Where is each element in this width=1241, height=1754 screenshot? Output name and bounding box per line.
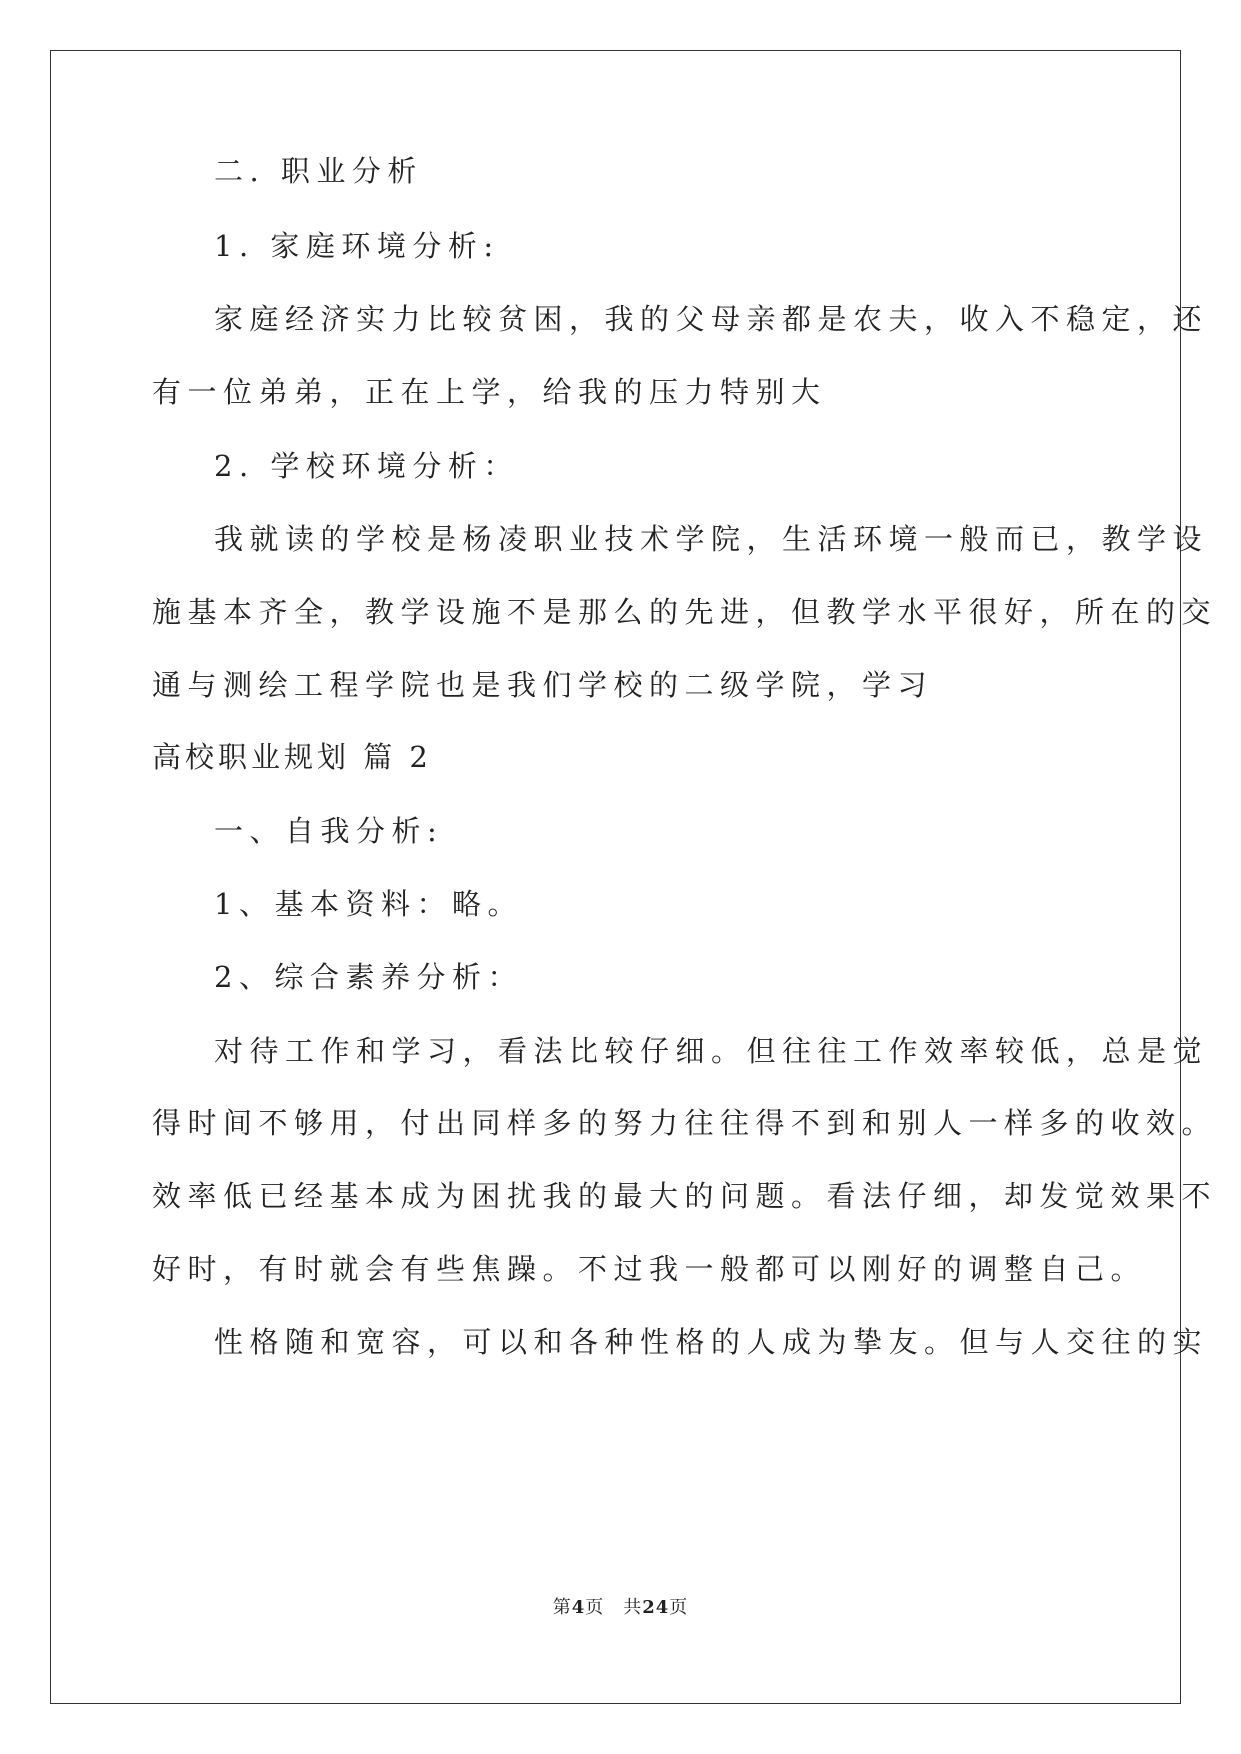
subsection-heading: 2、综合素养分析：	[214, 960, 523, 994]
paragraph-line: 有一位弟弟，正在上学，给我的压力特别大	[152, 375, 827, 409]
subsection-heading: 1、基本资料：略。	[214, 887, 523, 921]
paragraph-line: 好时，有时就会有些焦躁。不过我一般都可以刚好的调整自己。	[152, 1252, 1147, 1286]
footer-middle: 页 共	[585, 1597, 643, 1618]
paragraph-line: 施基本齐全，教学设施不是那么的先进，但教学水平很好，所在的交	[152, 595, 1218, 629]
article-title: 高校职业规划 篇 2	[152, 740, 432, 774]
subsection-heading: 2. 学校环境分析：	[214, 449, 519, 483]
paragraph-line: 家庭经济实力比较贫困，我的父母亲都是农夫，收入不稳定，还	[214, 302, 1209, 336]
paragraph-line: 得时间不够用，付出同样多的努力往往得不到和别人一样多的收效。	[152, 1106, 1218, 1140]
page-footer	[0, 1593, 1241, 1619]
section-heading: 二. 职业分析	[214, 154, 423, 188]
paragraph-line: 我就读的学校是杨凌职业技术学院，生活环境一般而已，教学设	[214, 522, 1209, 556]
paragraph-line: 通与测绘工程学院也是我们学校的二级学院，学习	[152, 668, 934, 702]
paragraph-line: 效率低已经基本成为困扰我的最大的问题。看法仔细，却发觉效果不	[152, 1179, 1218, 1213]
paragraph-line: 对待工作和学习，看法比较仔细。但往往工作效率较低，总是觉	[214, 1034, 1209, 1068]
subsection-heading: 1. 家庭环境分析:	[214, 229, 500, 263]
footer-suffix: 页	[669, 1597, 689, 1618]
footer-prefix: 第	[552, 1597, 572, 1618]
footer-total-pages: 24	[642, 1597, 670, 1618]
paragraph-line: 性格随和宽容，可以和各种性格的人成为挚友。但与人交往的实	[214, 1325, 1209, 1359]
footer-page-number: 4	[571, 1597, 586, 1618]
section-heading: 一、自我分析:	[214, 814, 444, 848]
